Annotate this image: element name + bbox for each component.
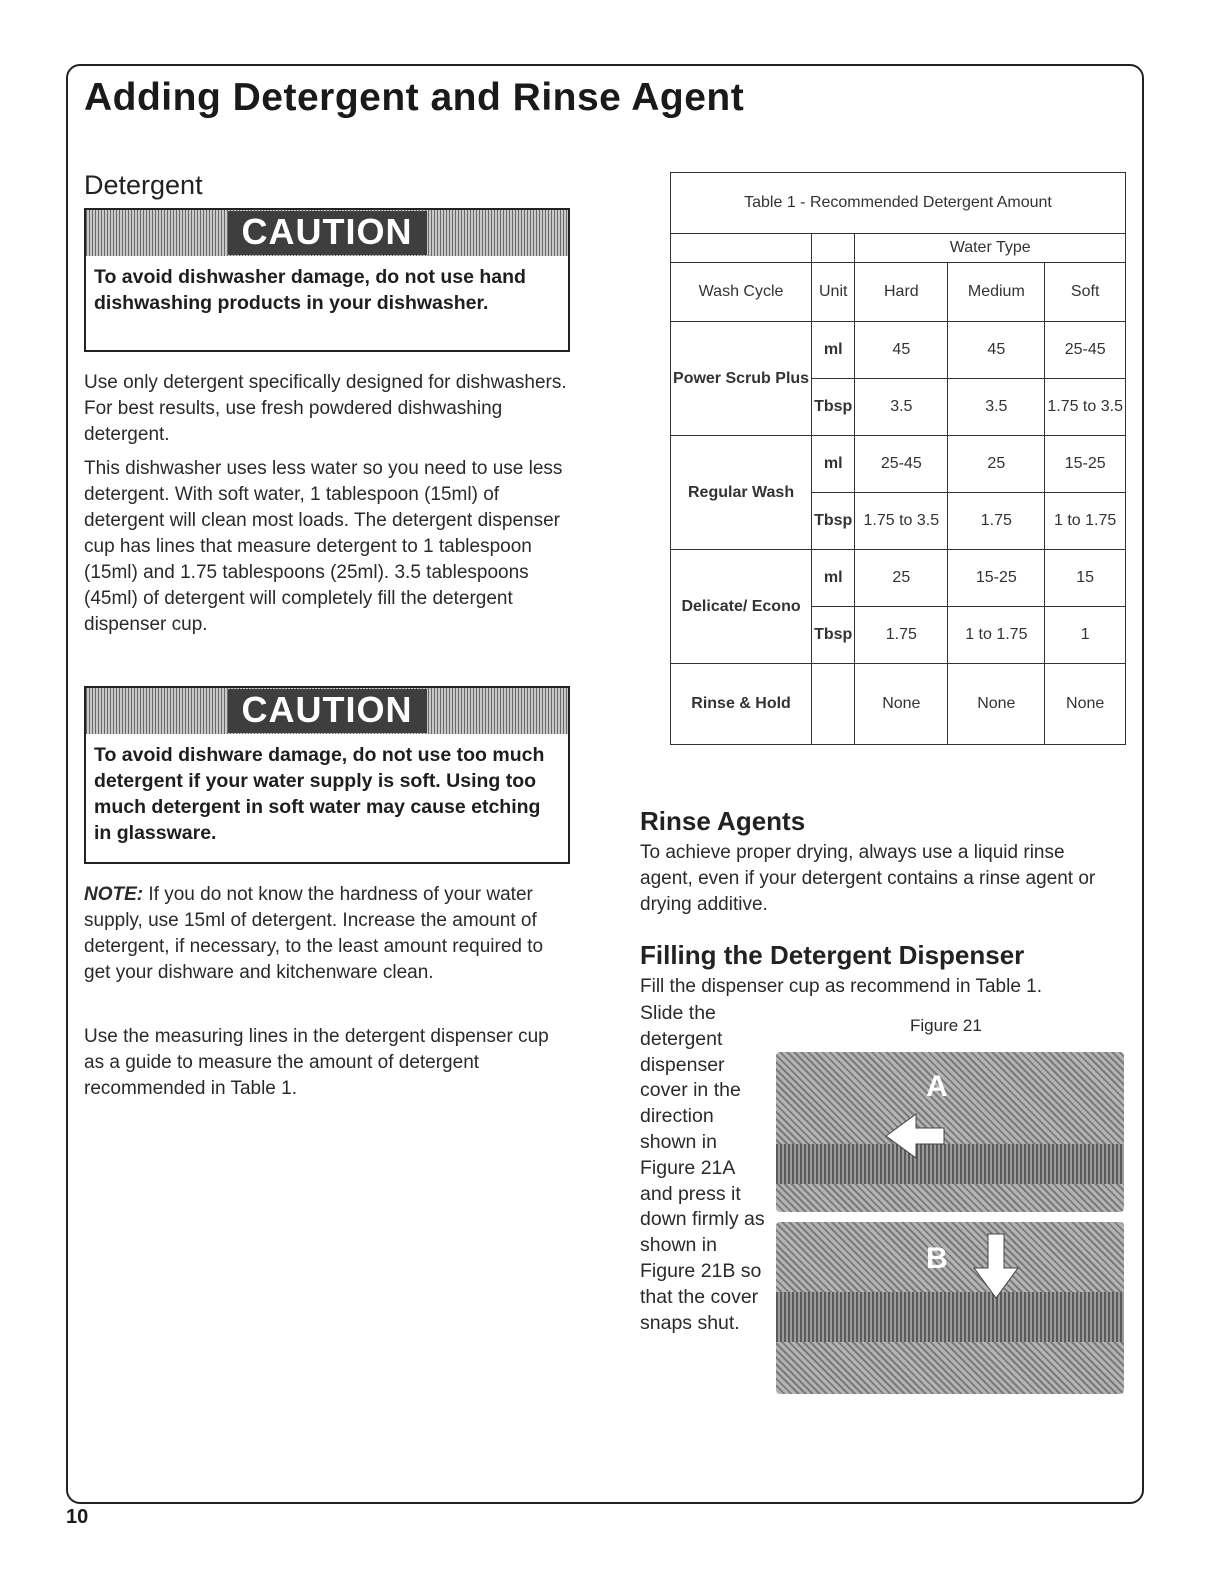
value-cell: 3.5 xyxy=(948,379,1045,436)
value-cell: 25-45 xyxy=(855,436,948,493)
cycle-delicate-econo: Delicate/ Econo xyxy=(671,550,812,664)
figure-caption: Figure 21 xyxy=(910,1016,982,1035)
unit-cell: Tbsp xyxy=(812,607,855,664)
cycle-power-scrub-plus: Power Scrub Plus xyxy=(671,322,812,436)
filling-dispenser-heading: Filling the Detergent Dispenser xyxy=(640,940,1025,970)
value-cell: 25 xyxy=(948,436,1045,493)
figure-21b-photo xyxy=(776,1222,1124,1394)
cycle-regular-wash: Regular Wash xyxy=(671,436,812,550)
filling-paragraph: Fill the dispenser cup as recommend in Table 1. xyxy=(640,976,1043,997)
detergent-paragraph-2: This dishwasher uses less water so you need to use less detergent. With soft water, 1 tablespoon (15ml) of detergent will clean most loads. The detergent dispenser cup has lines that measure detergent to 1 tablespoon (15ml) and 1.75 tablespoons (25ml). 3.5 tablespoons (45ml) of detergent will completely fill the detergent dispenser cup. xyxy=(84,458,563,635)
unit-cell: ml xyxy=(812,550,855,607)
table-caption: Table 1 - Recommended Detergent Amount xyxy=(671,173,1126,234)
caution-message: To avoid dishware damage, do not use too much detergent if your water supply is soft. Using too much detergent in soft water may cause etching in glassware. xyxy=(94,744,545,844)
value-cell: 45 xyxy=(948,322,1045,379)
caution-box-dishwasher-damage xyxy=(84,208,570,352)
rinse-agents-paragraph: To achieve proper drying, always use a liquid rinse agent, even if your detergent contains a rinse agent or drying additive. xyxy=(640,842,1096,915)
arrow-down-icon xyxy=(776,1222,1124,1394)
cycle-rinse-hold: Rinse & Hold xyxy=(671,664,812,745)
detergent-paragraph-4: Use the measuring lines in the detergent dispenser cup as a guide to measure the amount of detergent recommended in Table 1. xyxy=(84,1026,549,1099)
detergent-paragraph-1: Use only detergent specifically designed for dishwashers. For best results, use fresh powdered dishwashing detergent. xyxy=(84,372,567,445)
unit-cell: Tbsp xyxy=(812,379,855,436)
caution-message: To avoid dishwasher damage, do not use hand dishwashing products in your dishwasher. xyxy=(94,266,526,314)
caution-banner xyxy=(86,688,568,734)
value-cell: 25 xyxy=(855,550,948,607)
unit-cell: ml xyxy=(812,436,855,493)
table-cell xyxy=(671,234,812,263)
header-wash-cycle: Wash Cycle xyxy=(671,263,812,322)
value-cell: 3.5 xyxy=(855,379,948,436)
caution-banner xyxy=(86,210,568,256)
value-cell: 25-45 xyxy=(1045,322,1126,379)
unit-cell: Tbsp xyxy=(812,493,855,550)
value-cell: None xyxy=(1045,664,1126,745)
value-cell: 1.75 xyxy=(948,493,1045,550)
value-cell: 1 to 1.75 xyxy=(1045,493,1126,550)
caution-label: CAUTION xyxy=(228,689,427,733)
arrow-left-icon xyxy=(776,1052,1124,1212)
unit-cell: ml xyxy=(812,322,855,379)
value-cell: None xyxy=(948,664,1045,745)
value-cell: 1.75 to 3.5 xyxy=(855,493,948,550)
value-cell: 1.75 xyxy=(855,607,948,664)
value-cell: 15-25 xyxy=(948,550,1045,607)
unit-cell xyxy=(812,664,855,745)
value-cell: 15 xyxy=(1045,550,1126,607)
value-cell: 1 to 1.75 xyxy=(948,607,1045,664)
value-cell: 1.75 to 3.5 xyxy=(1045,379,1126,436)
water-type-header: Water Type xyxy=(855,234,1126,263)
slide-instructions: Slide the detergent dispenser cover in the direction shown in Figure 21A and press it down firmly as shown in Figure 21B so that the cover snaps shut. xyxy=(640,1002,765,1334)
caution-box-dishware-damage xyxy=(84,686,570,864)
value-cell: None xyxy=(855,664,948,745)
figure-label-a: A xyxy=(926,1070,948,1103)
note-label: NOTE: xyxy=(84,884,144,905)
header-soft: Soft xyxy=(1045,263,1126,322)
page-number: 10 xyxy=(66,1506,89,1528)
figure-21a-photo xyxy=(776,1052,1124,1212)
value-cell: 15-25 xyxy=(1045,436,1126,493)
figure-label-b: B xyxy=(926,1242,948,1275)
detergent-amount-table xyxy=(670,172,1126,745)
note-text: If you do not know the hardness of your water supply, use 15ml of detergent. Increase the amount of detergent, if necessary, to the least amount required to get your dishware and kitchenware clean. xyxy=(84,884,544,983)
page-title: Adding Detergent and Rinse Agent xyxy=(84,76,745,119)
detergent-heading: Detergent xyxy=(84,170,203,200)
value-cell: 45 xyxy=(855,322,948,379)
note-paragraph xyxy=(84,882,572,986)
header-unit: Unit xyxy=(812,263,855,322)
value-cell: 1 xyxy=(1045,607,1126,664)
header-medium: Medium xyxy=(948,263,1045,322)
rinse-agents-heading: Rinse Agents xyxy=(640,806,806,836)
table-cell xyxy=(812,234,855,263)
caution-label: CAUTION xyxy=(228,211,427,255)
header-hard: Hard xyxy=(855,263,948,322)
